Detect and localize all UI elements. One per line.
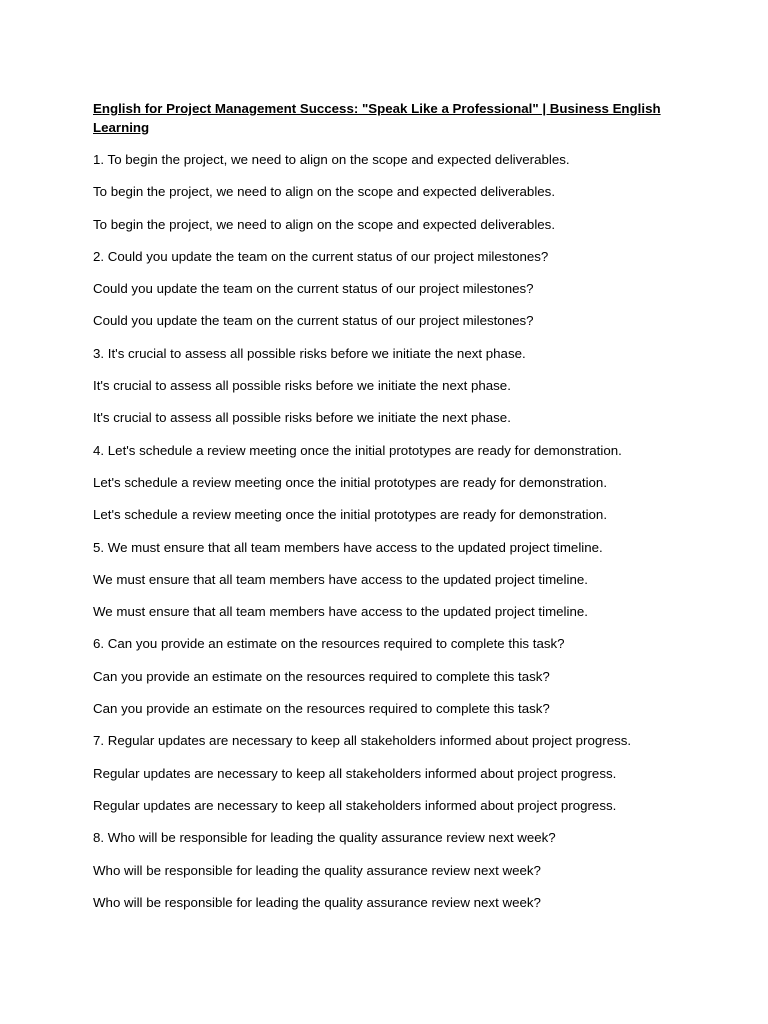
sentence-line: Can you provide an estimate on the resources required to complete this task? bbox=[93, 701, 550, 717]
sentence-line: 7. Regular updates are necessary to keep all stakeholders informed about project progress. bbox=[93, 733, 632, 749]
sentence-line: Could you update the team on the current status of our project milestones? bbox=[93, 281, 534, 297]
sentence-line: It's crucial to assess all possible risks before we initiate the next phase. bbox=[93, 410, 511, 426]
sentence-list bbox=[93, 150, 733, 925]
sentence-line: 4. Let's schedule a review meeting once the initial prototypes are ready for demonstration. bbox=[93, 442, 622, 458]
sentence-line: 2. Could you update the team on the current status of our project milestones? bbox=[93, 248, 549, 264]
sentence-line: Who will be responsible for leading the quality assurance review next week? bbox=[93, 894, 541, 910]
sentence-line: 5. We must ensure that all team members have access to the updated project timeline. bbox=[93, 539, 603, 555]
sentence-line: Regular updates are necessary to keep all stakeholders informed about project progress. bbox=[93, 765, 617, 781]
sentence-line: Could you update the team on the current status of our project milestones? bbox=[93, 313, 534, 329]
sentence-line: 8. Who will be responsible for leading the quality assurance review next week? bbox=[93, 830, 556, 846]
sentence-line: To begin the project, we need to align on the scope and expected deliverables. bbox=[93, 216, 556, 232]
document-title: English for Project Management Success: "Speak Like a Professional" | Business English Learning bbox=[93, 101, 661, 135]
sentence-line: It's crucial to assess all possible risks before we initiate the next phase. bbox=[93, 378, 511, 394]
sentence-line: 3. It's crucial to assess all possible risks before we initiate the next phase. bbox=[93, 345, 526, 361]
sentence-line: Regular updates are necessary to keep all stakeholders informed about project progress. bbox=[93, 797, 617, 813]
sentence-line: Who will be responsible for leading the quality assurance review next week? bbox=[93, 862, 541, 878]
sentence-line: We must ensure that all team members have access to the updated project timeline. bbox=[93, 604, 588, 620]
sentence-line: 6. Can you provide an estimate on the resources required to complete this task? bbox=[93, 636, 565, 652]
sentence-line: Can you provide an estimate on the resources required to complete this task? bbox=[93, 668, 550, 684]
sentence-line: Let's schedule a review meeting once the initial prototypes are ready for demonstration. bbox=[93, 507, 608, 523]
sentence-line: Let's schedule a review meeting once the initial prototypes are ready for demonstration. bbox=[93, 474, 608, 490]
sentence-line: 1. To begin the project, we need to align on the scope and expected deliverables. bbox=[93, 152, 570, 167]
sentence-line: To begin the project, we need to align on the scope and expected deliverables. bbox=[93, 184, 556, 200]
sentence-line: We must ensure that all team members have access to the updated project timeline. bbox=[93, 571, 588, 587]
